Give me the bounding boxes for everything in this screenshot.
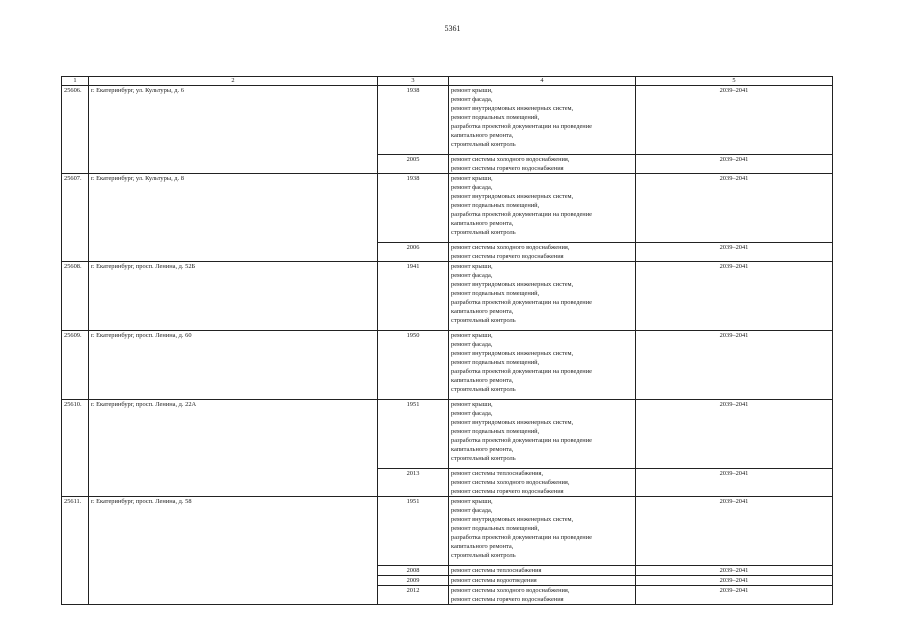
repair-schedule-table bbox=[61, 76, 833, 605]
work-item: ремонт внутридомовых инженерных систем, bbox=[451, 419, 574, 426]
work-item: ремонт подвальных помещений, bbox=[451, 428, 540, 435]
year-cell: 1951 bbox=[378, 400, 449, 469]
works-cell bbox=[449, 174, 636, 243]
work-item: разработка проектной документации на проведение bbox=[451, 211, 592, 218]
year-cell: 1941 bbox=[378, 262, 449, 331]
column-header-5: 5 bbox=[636, 77, 833, 86]
work-item: ремонт системы горячего водоснабжения bbox=[451, 253, 564, 260]
year-cell: 2006 bbox=[378, 243, 449, 262]
year-cell: 1950 bbox=[378, 331, 449, 400]
year-cell: 2009 bbox=[378, 576, 449, 586]
works-cell bbox=[449, 243, 636, 262]
work-item: строительный контроль bbox=[451, 455, 516, 462]
work-item: капитального ремонта, bbox=[451, 377, 514, 384]
planned-period-cell: 2039–2041 bbox=[636, 586, 833, 605]
work-item: капитального ремонта, bbox=[451, 220, 514, 227]
work-item: капитального ремонта, bbox=[451, 308, 514, 315]
work-item: разработка проектной документации на проведение bbox=[451, 123, 592, 130]
building-address: г. Екатеринбург, просп. Ленина, д. 52Б bbox=[89, 262, 378, 331]
work-item: капитального ремонта, bbox=[451, 543, 514, 550]
work-item: ремонт системы горячего водоснабжения bbox=[451, 165, 564, 172]
work-item: ремонт фасада, bbox=[451, 507, 493, 514]
work-item: ремонт системы водоотведения bbox=[451, 577, 537, 584]
year-cell: 2005 bbox=[378, 155, 449, 174]
work-item: ремонт системы горячего водоснабжения bbox=[451, 596, 564, 603]
year-cell: 1951 bbox=[378, 497, 449, 566]
works-cell bbox=[449, 576, 636, 586]
year-cell: 1938 bbox=[378, 174, 449, 243]
work-item: ремонт внутридомовых инженерных систем, bbox=[451, 281, 574, 288]
works-cell bbox=[449, 262, 636, 331]
work-item: ремонт крыши, bbox=[451, 87, 493, 94]
work-item: разработка проектной документации на проведение bbox=[451, 534, 592, 541]
works-cell bbox=[449, 155, 636, 174]
building-address: г. Екатеринбург, просп. Ленина, д. 22А bbox=[89, 400, 378, 497]
work-item: ремонт внутридомовых инженерных систем, bbox=[451, 516, 574, 523]
planned-period-cell: 2039–2041 bbox=[636, 469, 833, 497]
table-row bbox=[62, 400, 833, 469]
column-header-1: 1 bbox=[62, 77, 89, 86]
planned-period-cell: 2039–2041 bbox=[636, 566, 833, 576]
works-cell bbox=[449, 469, 636, 497]
table-row bbox=[62, 174, 833, 243]
column-header-4: 4 bbox=[449, 77, 636, 86]
work-item: капитального ремонта, bbox=[451, 132, 514, 139]
work-item: ремонт подвальных помещений, bbox=[451, 290, 540, 297]
work-item: строительный контроль bbox=[451, 386, 516, 393]
works-cell bbox=[449, 566, 636, 576]
page-number: 5361 bbox=[444, 24, 461, 33]
works-cell bbox=[449, 497, 636, 566]
works-cell bbox=[449, 400, 636, 469]
planned-period-cell: 2039–2041 bbox=[636, 331, 833, 400]
work-item: ремонт подвальных помещений, bbox=[451, 114, 540, 121]
planned-period-cell: 2039–2041 bbox=[636, 497, 833, 566]
work-item: ремонт системы холодного водоснабжения, bbox=[451, 156, 570, 163]
building-address: г. Екатеринбург, ул. Культуры, д. 6 bbox=[89, 86, 378, 174]
column-header-2: 2 bbox=[89, 77, 378, 86]
record-number: 25611. bbox=[62, 497, 89, 605]
planned-period-cell: 2039–2041 bbox=[636, 576, 833, 586]
work-item: строительный контроль bbox=[451, 229, 516, 236]
work-item: ремонт системы холодного водоснабжения, bbox=[451, 244, 570, 251]
work-item: строительный контроль bbox=[451, 141, 516, 148]
work-item: ремонт крыши, bbox=[451, 332, 493, 339]
table-row bbox=[62, 86, 833, 155]
work-item: ремонт крыши, bbox=[451, 175, 493, 182]
work-item: ремонт фасада, bbox=[451, 184, 493, 191]
year-cell: 2008 bbox=[378, 566, 449, 576]
year-cell: 1938 bbox=[378, 86, 449, 155]
year-cell: 2013 bbox=[378, 469, 449, 497]
work-item: капитального ремонта, bbox=[451, 446, 514, 453]
work-item: ремонт системы теплоснабжения bbox=[451, 567, 542, 574]
work-item: ремонт фасада, bbox=[451, 96, 493, 103]
work-item: ремонт фасада, bbox=[451, 410, 493, 417]
planned-period-cell: 2039–2041 bbox=[636, 262, 833, 331]
work-item: строительный контроль bbox=[451, 552, 516, 559]
work-item: ремонт фасада, bbox=[451, 341, 493, 348]
planned-period-cell: 2039–2041 bbox=[636, 86, 833, 155]
work-item: ремонт системы холодного водоснабжения, bbox=[451, 479, 570, 486]
year-cell: 2012 bbox=[378, 586, 449, 605]
table-row bbox=[62, 331, 833, 400]
record-number: 25606. bbox=[62, 86, 89, 174]
table-row bbox=[62, 262, 833, 331]
works-cell bbox=[449, 586, 636, 605]
record-number: 25610. bbox=[62, 400, 89, 497]
work-item: ремонт крыши, bbox=[451, 498, 493, 505]
column-header-3: 3 bbox=[378, 77, 449, 86]
column-number-row bbox=[62, 77, 833, 86]
works-cell bbox=[449, 86, 636, 155]
work-item: разработка проектной документации на проведение bbox=[451, 368, 592, 375]
work-item: разработка проектной документации на проведение bbox=[451, 299, 592, 306]
building-address: г. Екатеринбург, ул. Культуры, д. 8 bbox=[89, 174, 378, 262]
work-item: ремонт внутридомовых инженерных систем, bbox=[451, 105, 574, 112]
work-item: ремонт внутридомовых инженерных систем, bbox=[451, 193, 574, 200]
planned-period-cell: 2039–2041 bbox=[636, 243, 833, 262]
work-item: ремонт внутридомовых инженерных систем, bbox=[451, 350, 574, 357]
work-item: ремонт подвальных помещений, bbox=[451, 359, 540, 366]
planned-period-cell: 2039–2041 bbox=[636, 400, 833, 469]
work-item: ремонт крыши, bbox=[451, 263, 493, 270]
work-item: ремонт системы холодного водоснабжения, bbox=[451, 587, 570, 594]
planned-period-cell: 2039–2041 bbox=[636, 155, 833, 174]
building-address: г. Екатеринбург, просп. Ленина, д. 60 bbox=[89, 331, 378, 400]
table-body bbox=[62, 86, 833, 605]
record-number: 25607. bbox=[62, 174, 89, 262]
work-item: разработка проектной документации на проведение bbox=[451, 437, 592, 444]
record-number: 25609. bbox=[62, 331, 89, 400]
works-cell bbox=[449, 331, 636, 400]
work-item: строительный контроль bbox=[451, 317, 516, 324]
work-item: ремонт системы горячего водоснабжения bbox=[451, 488, 564, 495]
work-item: ремонт подвальных помещений, bbox=[451, 202, 540, 209]
work-item: ремонт крыши, bbox=[451, 401, 493, 408]
work-item: ремонт системы теплоснабжения, bbox=[451, 470, 544, 477]
table-row bbox=[62, 497, 833, 566]
record-number: 25608. bbox=[62, 262, 89, 331]
work-item: ремонт фасада, bbox=[451, 272, 493, 279]
building-address: г. Екатеринбург, просп. Ленина, д. 58 bbox=[89, 497, 378, 605]
work-item: ремонт подвальных помещений, bbox=[451, 525, 540, 532]
planned-period-cell: 2039–2041 bbox=[636, 174, 833, 243]
